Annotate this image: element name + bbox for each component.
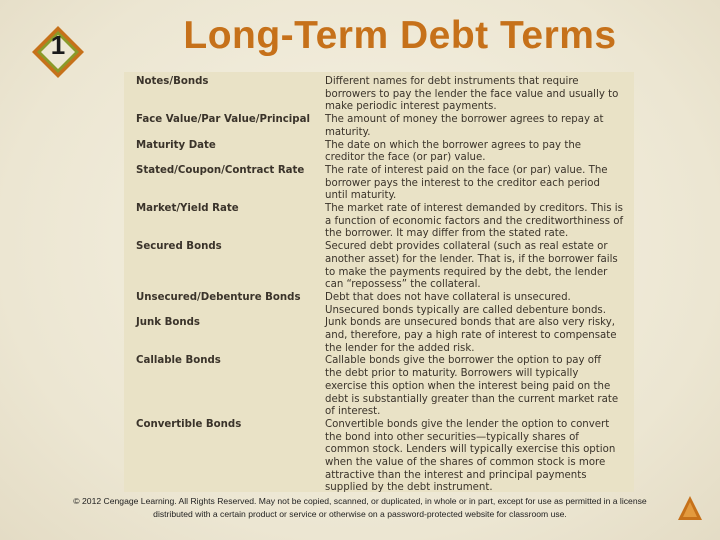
definition-line: exercise this option when the interest being paid on the	[325, 380, 611, 392]
definition-line: the debt prior to maturity. Borrowers will typically	[325, 368, 579, 380]
copyright-footer	[0, 495, 720, 520]
definition-line: and, therefore, pay a high rate of interest to compensate	[325, 330, 617, 341]
definition-line: Different names for debt instruments that require	[325, 76, 579, 87]
triangle-arrow-icon[interactable]	[676, 494, 704, 522]
term-definition	[325, 140, 631, 165]
term-label: Junk Bonds	[136, 317, 200, 329]
definition-line: common stock. Lenders will typically exercise this option	[325, 444, 616, 456]
term-label: Secured Bonds	[136, 241, 222, 253]
definition-line: The amount of money the borrower agrees to repay at	[325, 114, 604, 126]
term-definition	[325, 165, 631, 203]
definition-line: the bond into other securities—typically shares of	[325, 431, 579, 443]
definition-line: Debt that does not have collateral is unsecured.	[325, 291, 571, 303]
term-label: Face Value/Par Value/Principal	[136, 114, 310, 126]
definition-line: until maturity.	[325, 190, 397, 202]
definition-line: the borrower. It may differ from the stated rate.	[325, 228, 569, 240]
definition-line: Junk bonds are unsecured bonds that are also very risky,	[325, 317, 615, 329]
term-definition	[325, 241, 631, 292]
term-definition	[325, 292, 631, 317]
term-label: Maturity Date	[136, 139, 216, 151]
definition-line: can “repossess” the collateral.	[325, 279, 481, 291]
definition-line: the lender for the added risk.	[325, 342, 475, 354]
definition-line: another asset) for the lender. That is, if the borrower fails	[325, 253, 618, 265]
definition-line: creditor the face (or par) value.	[325, 152, 486, 164]
definition-line: of interest.	[325, 406, 381, 418]
slide-number: 1	[50, 30, 66, 60]
definition-line: debt is substantially greater than the current market rate	[325, 393, 619, 405]
definition-line: The market rate of interest demanded by creditors. This is	[325, 203, 623, 214]
terms-table	[124, 72, 634, 492]
definition-line: when the value of the shares of common stock is more	[325, 457, 606, 468]
definition-line: a function of economic factors and the creditworthiness of	[325, 215, 624, 227]
definition-line: borrower pays the interest to the creditor each period	[325, 177, 600, 189]
copyright-line-1: © 2012 Cengage Learning. All Rights Reserved. May not be copied, scanned, or duplicated, in whole or in part, except for use as permitted in a license	[73, 496, 647, 506]
definition-line: supplied by the debt instrument.	[325, 482, 493, 492]
definition-line: Callable bonds give the borrower the option to pay off	[325, 355, 602, 367]
definition-line: make periodic interest payments.	[325, 101, 497, 113]
definition-line: The rate of interest paid on the face (or par) value. The	[325, 164, 608, 176]
term-definition	[325, 76, 631, 114]
term-label: Market/Yield Rate	[136, 203, 239, 214]
term-label: Unsecured/Debenture Bonds	[136, 291, 301, 303]
term-label: Notes/Bonds	[136, 76, 209, 87]
term-label: Stated/Coupon/Contract Rate	[136, 164, 305, 176]
term-definition	[325, 317, 631, 355]
definition-line: to make the payments required by the debt, the lender	[325, 266, 608, 278]
term-definition	[325, 203, 631, 241]
page-title: Long-Term Debt Terms	[183, 14, 617, 57]
term-definition	[325, 355, 631, 419]
term-definition	[325, 114, 631, 139]
term-definition	[325, 419, 631, 492]
copyright-line-2: distributed with a certain product or service or otherwise on a password-protected website for classroom use.	[153, 508, 567, 519]
definition-line: Unsecured bonds typically are called debenture bonds.	[325, 304, 606, 316]
term-label: Convertible Bonds	[136, 418, 242, 430]
term-label: Callable Bonds	[136, 355, 221, 367]
definition-line: Convertible bonds give the lender the option to convert	[325, 418, 610, 430]
definition-line: borrowers to pay the lender the face value and usually to	[325, 88, 619, 100]
definition-line: maturity.	[325, 126, 371, 138]
definition-line: attractive than the interest and principal payments	[325, 469, 587, 481]
definition-line: Secured debt provides collateral (such as real estate or	[325, 241, 608, 253]
definition-line: The date on which the borrower agrees to pay the	[325, 139, 582, 151]
